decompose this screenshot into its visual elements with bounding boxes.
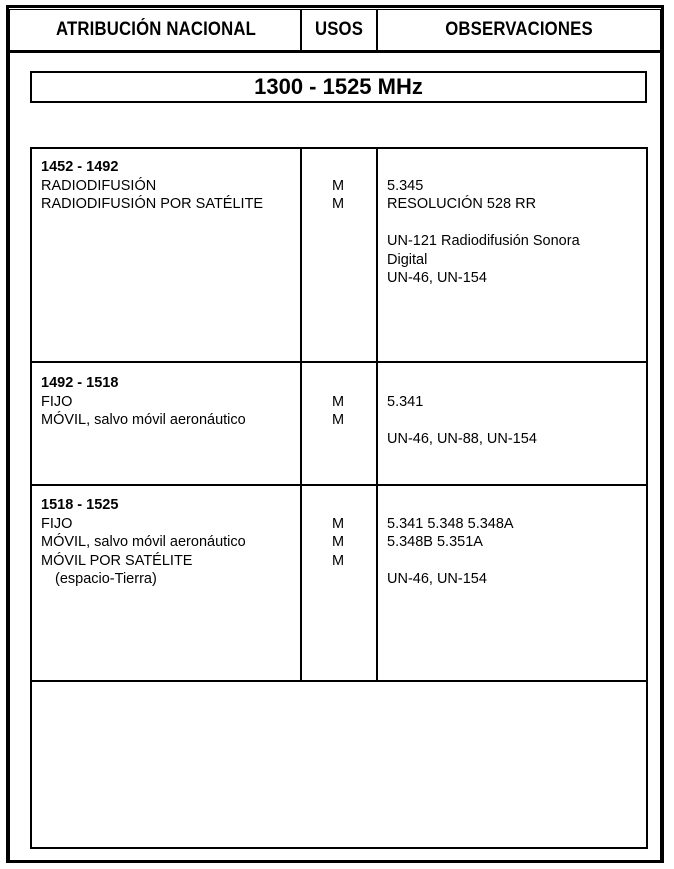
row-1-obs-4: UN-121 Radiodifusión Sonora <box>387 233 580 249</box>
header-observaciones: OBSERVACIONES <box>445 18 593 40</box>
row-3-obs-1: 5.341 5.348 5.348A <box>387 515 514 532</box>
row-3-obs-2: 5.348B 5.351A <box>387 534 483 550</box>
row-1-range: 1452 - 1492 <box>41 159 119 175</box>
row-2-service-2: MÓVIL, salvo móvil aeronáutico <box>41 412 246 428</box>
table-row-empty <box>32 682 646 847</box>
table-col-divider-2 <box>376 147 378 682</box>
table-row-rule-2 <box>30 484 648 486</box>
row-1-service-1: RADIODIFUSIÓN <box>41 177 157 194</box>
row-2-uso-2: M <box>332 412 345 428</box>
row-3-service-1: FIJO <box>41 515 73 532</box>
row-3-service-3: MÓVIL POR SATÉLITE <box>41 552 193 569</box>
row-1-obs-2: RESOLUCIÓN 528 RR <box>387 196 537 212</box>
table-top-rule <box>30 147 648 149</box>
row-3-service-2: MÓVIL, salvo móvil aeronáutico <box>41 534 246 550</box>
row-2-service-1: FIJO <box>41 393 73 410</box>
table-row-3-usos <box>332 496 344 570</box>
row-3-service-4: (espacio-Tierra) <box>55 571 157 587</box>
table-row-3-allocation <box>41 496 246 589</box>
row-1-uso-2: M <box>332 196 345 212</box>
header-atribucion: ATRIBUCIÓN NACIONAL <box>56 18 256 40</box>
table-col-divider-1 <box>300 147 302 682</box>
row-2-obs-1: 5.341 <box>387 393 424 410</box>
row-3-uso-3: M <box>332 552 345 569</box>
table-row-2-allocation <box>41 374 246 430</box>
header-usos: USOS <box>314 18 364 40</box>
row-2-obs-3: UN-46, UN-88, UN-154 <box>387 430 537 447</box>
table-row-3-observaciones <box>387 496 514 589</box>
table-row-2-usos <box>332 374 344 430</box>
header-divider-2 <box>376 10 378 51</box>
row-2-uso-1: M <box>332 393 345 410</box>
table-row-2-observaciones <box>387 374 537 448</box>
header-bottom-rule <box>9 50 661 53</box>
frequency-band-title: 1300 - 1525 MHz <box>30 71 647 103</box>
header-divider-1 <box>300 10 302 51</box>
table-bottom-rule <box>30 847 648 849</box>
row-3-obs-4: UN-46, UN-154 <box>387 571 487 587</box>
row-1-uso-1: M <box>332 177 345 194</box>
row-1-service-2: RADIODIFUSIÓN POR SATÉLITE <box>41 196 264 212</box>
row-1-obs-5: Digital <box>387 251 428 268</box>
row-1-obs-1: 5.345 <box>387 177 424 194</box>
row-3-range: 1518 - 1525 <box>41 497 119 513</box>
table-row-1-observaciones <box>387 158 580 288</box>
row-3-uso-1: M <box>332 515 345 532</box>
table-right-rule <box>646 147 648 849</box>
row-3-uso-2: M <box>332 534 345 550</box>
row-2-range: 1492 - 1518 <box>41 375 119 391</box>
table-row-1-allocation <box>41 158 263 214</box>
table-row-rule-1 <box>30 361 648 363</box>
table-row-1-usos <box>332 158 344 214</box>
row-1-obs-6: UN-46, UN-154 <box>387 270 487 286</box>
